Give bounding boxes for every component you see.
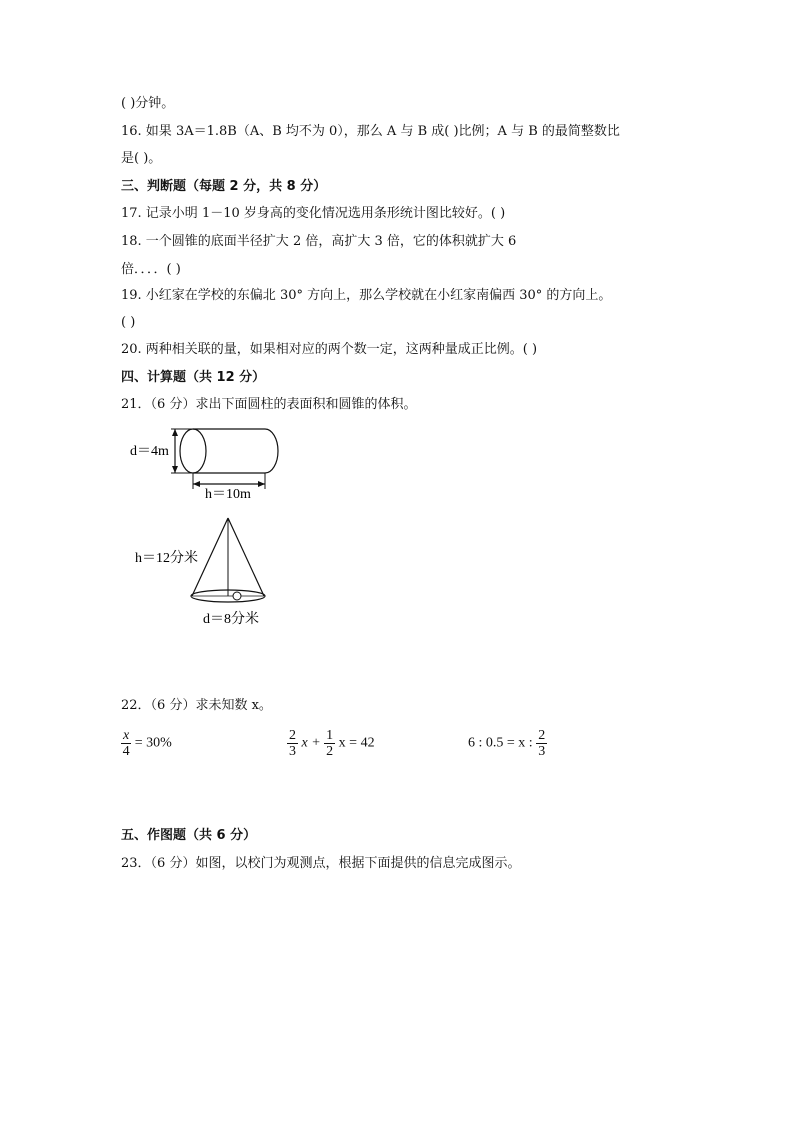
q16-line1: 16. 如果 3A＝1.8B（A、B 均不为 0），那么 A 与 B 成( )比例；A 与 B 的最简整数比 (121, 124, 620, 139)
q22: 22．（6 分）求未知数 x。 (121, 698, 272, 713)
q21: 21．（6 分）求出下面圆柱的表面积和圆锥的体积。 (121, 397, 417, 412)
q17: 17. 记录小明 1－10 岁身高的变化情况选用条形统计图比较好。( ) (121, 206, 506, 221)
eq2-f1-den: 3 (289, 744, 296, 759)
eq2-f1-num: 2 (289, 728, 296, 743)
eq2-f2-num: 1 (326, 728, 334, 743)
eq3-num: 2 (538, 728, 546, 743)
q15-tail: ( )分钟。 (121, 96, 175, 111)
equation-3 (468, 728, 547, 759)
cylinder-left-base (180, 429, 206, 473)
eq1-denominator: 4 (122, 744, 130, 759)
q20: 20. 两种相关联的量，如果相对应的两个数一定，这两种量成正比例。( ) (121, 342, 538, 357)
eq1-numerator: x (123, 728, 130, 743)
cone-figure (130, 512, 290, 632)
eq1-rest: = 30% (134, 735, 172, 751)
section-4-title: 四、计算题（共 12 分） (121, 370, 266, 385)
eq2-mid: x + (301, 735, 321, 751)
eq2-rest: x = 42 (338, 735, 375, 751)
eq2-f2-den: 2 (326, 744, 334, 759)
q19-line1: 19. 小红家在学校的东偏北 30° 方向上，那么学校就在小红家南偏西 30° 的方向上。 (121, 288, 612, 303)
q18-line1: 18. 一个圆锥的底面半径扩大 2 倍，高扩大 3 倍，它的体积就扩大 6 (121, 234, 517, 249)
q18-line2: 倍．．．．( ) (121, 262, 181, 277)
q16-line2: 是( )。 (121, 151, 162, 166)
section-3-title: 三、判断题（每题 2 分，共 8 分） (121, 179, 327, 194)
cylinder-figure (125, 423, 295, 503)
cone-d-label: d＝8分米 (203, 612, 259, 627)
equation-1 (121, 728, 172, 759)
q19-line2: ( ) (121, 315, 136, 330)
q23: 23．（6 分）如图，以校门为观测点，根据下面提供的信息完成图示。 (121, 856, 521, 871)
cone-h-label: h＝12分米 (135, 551, 198, 566)
equation-2 (287, 728, 375, 759)
section-5-title: 五、作图题（共 6 分） (121, 828, 257, 843)
cylinder-h-label: h＝10m (205, 487, 251, 502)
eq3-den: 3 (538, 744, 546, 759)
cylinder-d-label: d＝4m (130, 444, 169, 459)
eq3-lead: 6 : 0.5 = x : (468, 735, 533, 751)
